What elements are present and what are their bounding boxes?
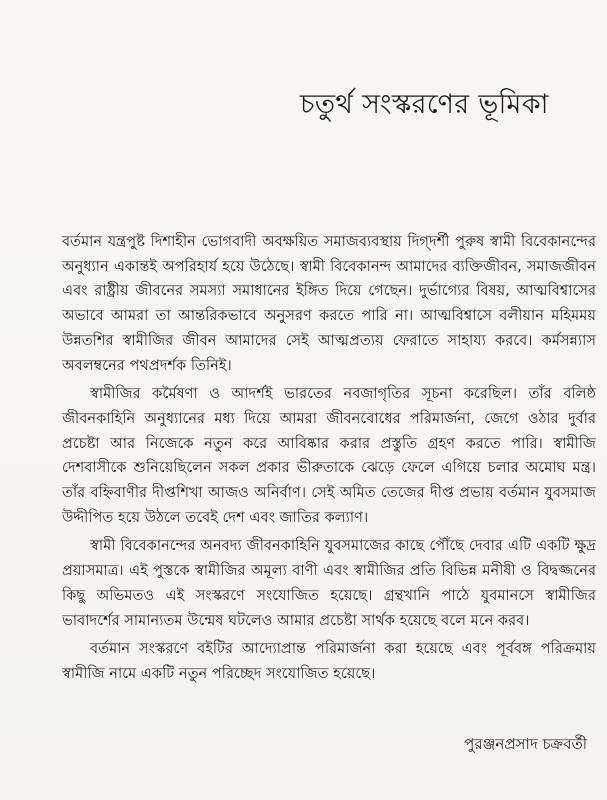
paragraph-1: বর্তমান যন্ত্রপুষ্ট দিশাহীন ভোগবাদী অবক্ষয়িত সমাজব্যবস্থায় দিগ্‌দর্শী পুরুষ স্বামী বিবেকানন্দের অনুধ্যান একান্তই অপরিহার্য হয়ে উঠেছে। স্বামী বিবেকানন্দ আমাদের ব্যক্তিজীবন, সমাজজীবন এবং রাষ্ট্রীয় জীবনের সমস্যা সমাধানের ইঙ্গিত দিয়ে গেছেন। দুর্ভাগ্যের বিষয়, আত্মবিশ্বাসের অভাবে আমরা তা আন্তরিকভাবে অনুসরণ করতে পারি না। আত্মবিশ্বাসে বলীয়ান মহিমময় উন্নতশির স্বামীজির জীবন আমাদের সেই আত্মপ্রত্যয় ফেরাতে সাহায্য করবে। কর্মসন্ন্যাস অবলম্বনের পথপ্রদর্শক তিনিই। (62, 233, 596, 374)
paragraph-2: স্বামীজির কর্মৈষণা ও আদর্শই ভারতের নবজাগৃতির সূচনা করেছিল। তাঁর বলিষ্ঠ জীবনকাহিনি অনুধ্যানের মধ্য দিয়ে আমরা জীবনবোধের পরিমার্জনা, জেগে ওঠার দুর্বার প্রচেষ্টা আর নিজেকে নতুন করে আবিষ্কার করার প্রস্তুতি গ্রহণ করতে পারি। স্বামীজি দেশবাসীকে শুনিয়েছিলেন সকল প্রকার ভীরুতাকে ঝেড়ে ফেলে এগিয়ে চলার অমোঘ মন্ত্র। তাঁর বহ্নিবাণীর দীপ্তশিখা আজও অনির্বাণ। সেই অমিত তেজের দীপ্ত প্রভায় বর্তমান যুবসমাজ উদ্দীপিত হয়ে উঠলে তবেই দেশ এবং জাতির কল্যাণ। (62, 385, 596, 526)
page-title: চতুর্থ সংস্করণের ভূমিকা (300, 89, 549, 120)
author-signature: পুরঞ্জনপ্রসাদ চক্রবর্তী (464, 735, 587, 753)
paragraph-3: স্বামী বিবেকানন্দের অনবদ্য জীবনকাহিনি যুবসমাজের কাছে পৌঁছে দেবার এটি একটি ক্ষুদ্র প্রয়াসমাত্র। এই পুস্তকে স্বামীজির অমূল্য বাণী এবং স্বামীজির প্রতি বিভিন্ন মনীষী ও বিদ্বজ্জনের কিছু অভিমতও এই সংস্করণে সংযোজিত হয়েছে। গ্রন্থখানি পাঠে যুবমানসে স্বামীজির ভাবাদর্শের সামান্যতম উন্মেষ ঘটলেও আমার প্রচেষ্টা সার্থক হয়েছে বলে মনে করব। (62, 537, 596, 629)
paragraph-4: বর্তমান সংস্করণে বইটির আদ্যোপ্রান্ত পরিমার্জনা করা হয়েছে এবং পূর্ববঙ্গ পরিক্রমায় স্বামীজি নামে একটি নতুন পরিচ্ছেদ সংযোজিত হয়েছে। (62, 640, 596, 682)
preface-body (62, 230, 596, 687)
